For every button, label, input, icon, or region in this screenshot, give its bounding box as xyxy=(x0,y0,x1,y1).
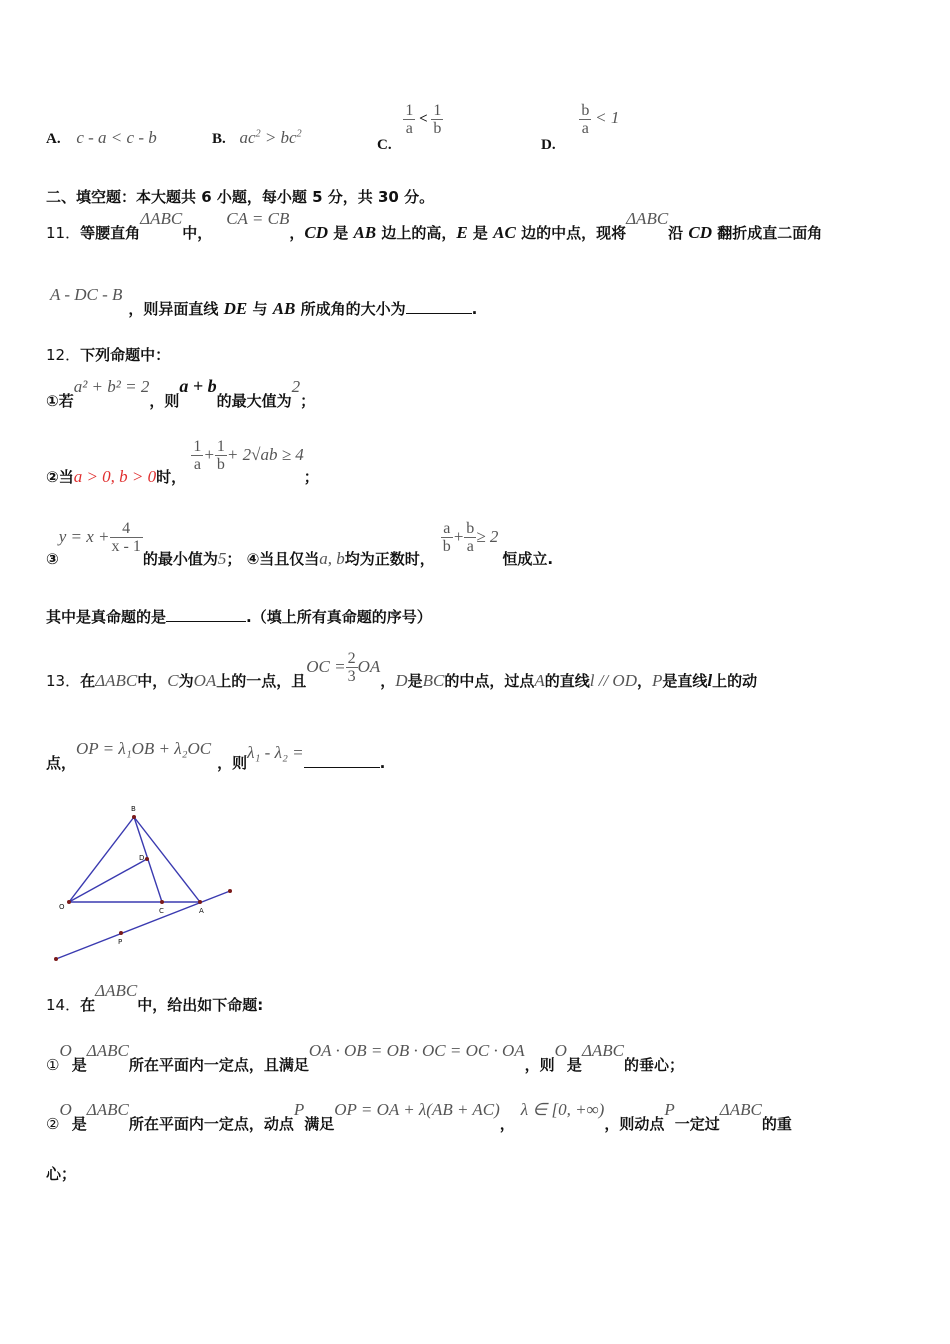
fig-line-start xyxy=(54,957,58,961)
fig-label-d: D xyxy=(139,854,145,862)
option-b-sup: 2 xyxy=(255,128,261,140)
option-a-expr: c - a < c - b xyxy=(76,128,157,147)
q12-answer-blank[interactable] xyxy=(166,607,246,622)
q11-number: 11． xyxy=(46,224,81,242)
option-b-mid: > bc xyxy=(260,128,297,147)
fig-edge-od xyxy=(69,859,147,902)
q12-prop2: ②当a > 0, b > 0时， $\frac{1}{a}$ + $\frac{1}{b}$ + 2√ab ≥ 4； xyxy=(46,438,319,486)
q14-prop1: ①O是ΔABC所在平面内一定点，且满足OA · OB = OB · OC = OC · OA，则O是ΔABC的垂心； xyxy=(46,1041,685,1074)
q12-prop1: ①若a² + b² = 2，则a + b的最大值为2； xyxy=(46,376,316,410)
q12-p4-frac2: $\frac{b}{a}$ xyxy=(466,520,475,555)
q11-line1: 11．等腰直角ΔABC中，CA = CB，CD 是 AB 边上的高，E 是 AC 边的中点，现将ΔABC沿 CD 翻折成直二面角 xyxy=(46,209,823,242)
fig-point-a xyxy=(198,900,202,904)
q12-p3-y: y = x + xyxy=(58,527,110,546)
q13-line1: 13．在ΔABC中，C为OA上的一点，且OC = $\frac{2}{3}$ OA，D是BC的中点，过点A的直线l // OD，P是直线l上的动 xyxy=(46,650,758,690)
option-c xyxy=(377,102,443,153)
q14-p1-eq: OA · OB = OB · OC = OC · OA xyxy=(308,1041,525,1060)
option-d-frac: $\frac{b}{a}$ xyxy=(581,102,590,137)
q13-figure xyxy=(50,800,240,970)
q11-tri: ΔABC xyxy=(140,209,183,228)
fig-edge-ob xyxy=(69,817,134,902)
fig-line-l xyxy=(56,891,230,959)
fig-label-a: A xyxy=(199,907,204,915)
q13-lam: λ₁ - λ₂ = xyxy=(247,743,304,762)
q12-conclusion: 其中是真命题的是 .（填上所有真命题的序号） xyxy=(46,608,432,626)
fig-label-o: O xyxy=(59,903,65,911)
section-heading: 二、填空题：本大题共 6 小题，每小题 5 分，共 30 分。 xyxy=(46,188,435,206)
fig-point-b xyxy=(132,815,136,819)
q12-title: 下列命题中： xyxy=(80,346,171,364)
option-b-base: ac xyxy=(239,128,256,147)
q13-oc-lhs: OC = xyxy=(306,657,346,676)
fig-line-end xyxy=(228,889,232,893)
q14-p2-eq: OP = OA + λ(AB + AC) xyxy=(334,1100,500,1119)
option-b-sup2: 2 xyxy=(296,128,302,140)
q12-prop34: ③y = x + $\frac{4}{x - 1}$ 的最小值为5； ④当且仅当a, b均为正数时， $\frac{a}{b}$ + $\frac{b}{a}$ ≥ 2恒成立. xyxy=(46,520,554,568)
q11-answer-blank[interactable] xyxy=(406,299,472,314)
q13-oc-frac: $\frac{2}{3}$ xyxy=(347,650,356,685)
q12-p3-frac: $\frac{4}{x - 1}$ xyxy=(111,520,141,555)
option-c-op: < xyxy=(419,110,428,127)
fig-label-p: P xyxy=(118,938,123,946)
option-b-label: B. xyxy=(212,131,226,147)
q11-eq: CA = CB xyxy=(226,209,290,228)
q12-title-line xyxy=(46,344,170,365)
q12-p1-cond: a² + b² = 2 xyxy=(73,377,150,396)
option-d-label: D. xyxy=(541,136,556,153)
q12-p2-frac2: $\frac{1}{b}$ xyxy=(216,438,225,473)
q14-title-line: 14．在ΔABC中，给出如下命题: xyxy=(46,981,264,1014)
q12-p1-expr: a + b xyxy=(179,376,217,396)
q12-p2-frac1: $\frac{1}{a}$ xyxy=(193,438,202,473)
q12-p2-cond: a > 0, b > 0 xyxy=(73,467,157,486)
q12-p4-frac1: $\frac{a}{b}$ xyxy=(442,520,451,555)
q11-text: 等腰直角 xyxy=(80,224,141,242)
q13-number: 13． xyxy=(46,672,81,690)
option-c-frac2: $\frac{1}{b}$ xyxy=(433,102,442,137)
fig-point-c xyxy=(160,900,164,904)
option-a xyxy=(46,128,157,148)
q14-prop2-cont: 心； xyxy=(46,1165,77,1183)
fig-label-c: C xyxy=(159,907,164,915)
fig-point-o xyxy=(67,900,71,904)
option-d-rest: < 1 xyxy=(595,107,620,127)
q12-number: 12． xyxy=(46,346,81,364)
q11-dihedral: A - DC - B xyxy=(50,285,123,304)
fig-label-b: B xyxy=(131,805,136,813)
option-c-frac1: $\frac{1}{a}$ xyxy=(405,102,414,137)
q13-op: OP = λ₁OB + λ₂OC xyxy=(76,739,212,758)
fig-point-d xyxy=(145,857,149,861)
q14-number: 14． xyxy=(46,996,81,1014)
option-d xyxy=(541,102,620,153)
q13-answer-blank[interactable] xyxy=(304,753,380,768)
q11-line2: A - DC - B，则异面直线 DE 与 AB 所成角的大小为 . xyxy=(50,285,478,318)
q14-prop2: ②O是ΔABC所在平面内一定点，动点P满足OP = OA + λ(AB + AC)，λ ∈ [0, +∞)，则动点P一定过ΔABC的重 xyxy=(46,1100,792,1133)
fig-point-p xyxy=(119,931,123,935)
option-c-label: C. xyxy=(377,136,392,153)
q12-p2-rest: + 2√ab ≥ 4 xyxy=(226,445,304,464)
q13-line2: 点，OP = λ₁OB + λ₂OC，则λ₁ - λ₂ =. xyxy=(46,739,386,772)
q14-p2-lam: λ ∈ [0, +∞) xyxy=(520,1100,605,1119)
option-b xyxy=(212,128,302,148)
option-a-label: A. xyxy=(46,131,61,147)
